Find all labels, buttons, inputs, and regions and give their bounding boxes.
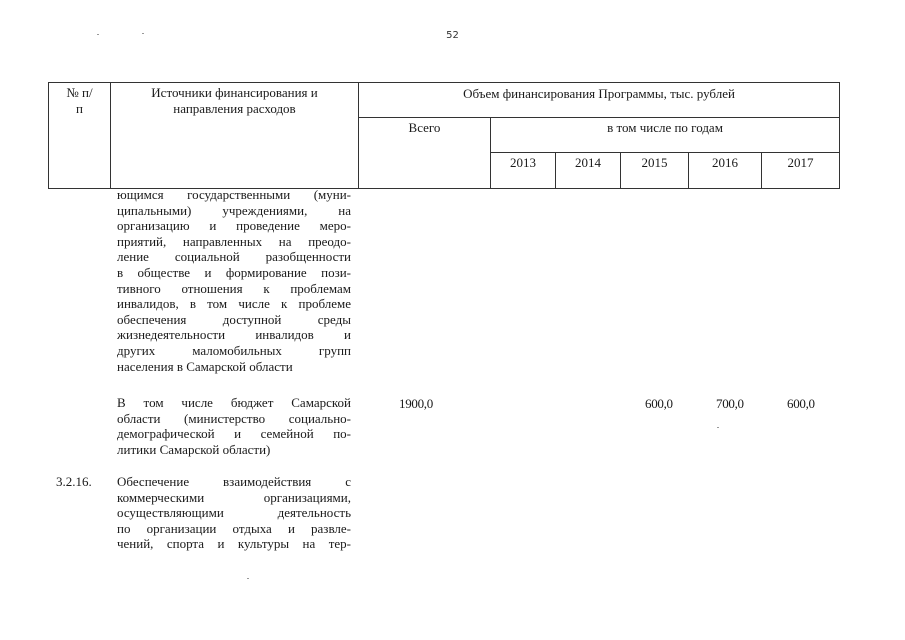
header-total-col: Всего	[359, 118, 491, 189]
header-year-2017: 2017	[762, 153, 840, 189]
row-3-num: 3.2.16.	[56, 474, 92, 489]
scan-speck	[142, 33, 144, 34]
header-years-col: в том числе по годам	[491, 118, 840, 153]
header-year-2015: 2015	[621, 153, 689, 189]
header-year-2014: 2014	[556, 153, 621, 189]
row-2-2017: 600,0	[787, 396, 815, 411]
page-number: 52	[446, 30, 459, 41]
header-year-2013: 2013	[491, 153, 556, 189]
header-year-2016: 2016	[689, 153, 762, 189]
scan-speck	[97, 34, 99, 35]
table-header	[48, 82, 840, 189]
row-2-2015: 600,0	[645, 396, 673, 411]
header-volume-col: Объем финансирования Программы, тыс. рублей	[359, 83, 840, 118]
header-num-col: № п/п	[49, 83, 111, 189]
row-1-source: ющимся государственными (муни- ципальными) учреждениями, на организацию и проведение меро- приятий, направленных на преодо- ление социальной разобщенности в обществе и формирование пози- тивного отношения к проблемам инвалидов, в том числе к проблеме обеспечения доступной среды жизнедеятельности инвалидов и других маломобильных групп населения в Самарской области	[117, 187, 351, 374]
row-3-source: Обеспечение взаимодействия с коммерческими организациями, осуществляющими деятельность по организации отдыха и развле- чений, спорта и культуры на тер-	[117, 474, 351, 552]
header-source-col: Источники финансирования и направления расходов	[111, 83, 359, 189]
scan-speck	[717, 427, 719, 428]
row-2-source: В том числе бюджет Самарской области (министерство социально- демографической и семейной по- литики Самарской области)	[117, 395, 351, 457]
scan-speck	[247, 578, 249, 579]
row-2-2016: 700,0	[716, 396, 744, 411]
row-2-total: 1900,0	[399, 396, 433, 411]
